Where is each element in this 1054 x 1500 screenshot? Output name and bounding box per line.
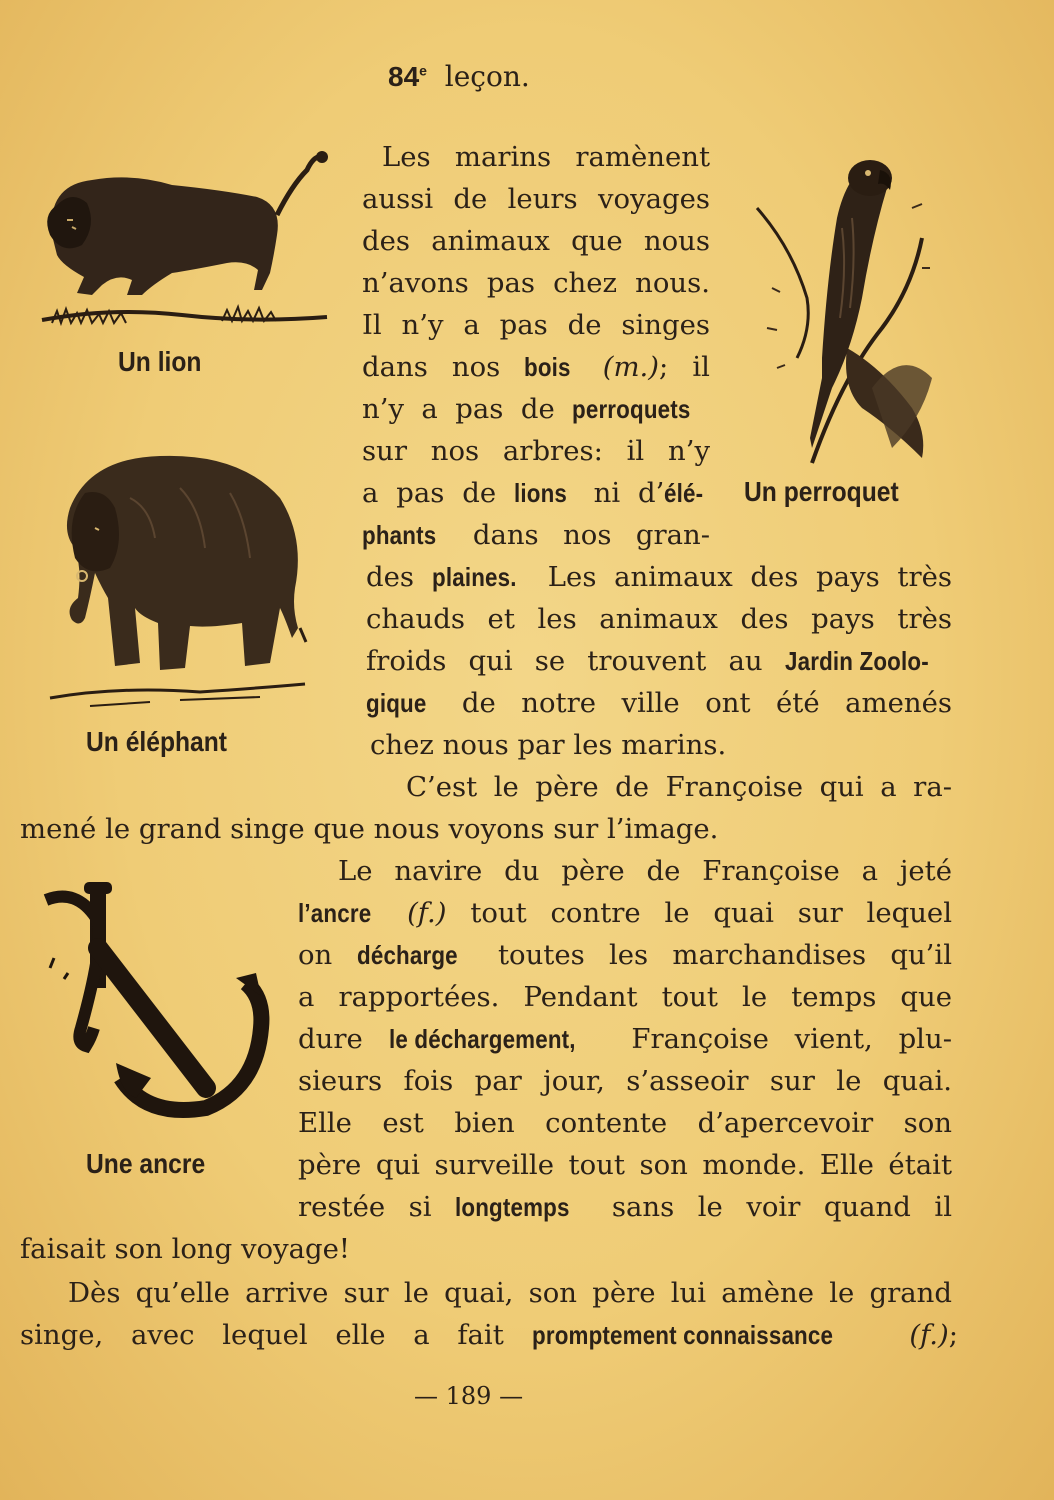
keyword-promptement-connaissance: promptement connaissance xyxy=(531,1320,833,1350)
text-line: a rapportées. Pendant tout le temps que xyxy=(298,981,952,1013)
text-line: a pas de lions ni d’élé- xyxy=(362,472,710,514)
text-line: dure le déchargement, Françoise vient, plu- xyxy=(298,1018,952,1060)
caption-lion: Un lion xyxy=(118,346,202,377)
text-line: restée si longtemps sans le voir quand il xyxy=(298,1186,952,1228)
text-line: dans nos bois (m.); il xyxy=(362,346,710,388)
text-line: aussi de leurs voyages xyxy=(362,183,710,215)
keyword-perroquets: perroquets xyxy=(572,394,691,424)
text-line: des plaines. Les animaux des pays très xyxy=(366,556,952,598)
text-line: chauds et les animaux des pays très xyxy=(366,603,952,635)
text-line: on décharge toutes les marchandises qu’il xyxy=(298,934,952,976)
keyword-gique: gique xyxy=(366,688,427,718)
caption-elephant: Un éléphant xyxy=(86,726,228,757)
keyword-plaines: plaines. xyxy=(431,562,517,592)
parrot-illustration xyxy=(752,148,942,468)
keyword-phants: phants xyxy=(362,520,437,550)
lesson-word: leçon. xyxy=(444,60,530,93)
keyword-decharge: décharge xyxy=(356,940,458,970)
keyword-dechargement: le déchargement, xyxy=(388,1024,576,1054)
lion-illustration xyxy=(22,145,332,330)
lesson-number-suffix: e xyxy=(419,62,427,79)
text-line: Il n’y a pas de singes xyxy=(362,309,710,341)
text-line: phants dans nos gran- xyxy=(362,514,710,556)
keyword-jardin-zoologique: Jardin Zoolo- xyxy=(784,646,929,676)
text-line: froids qui se trouvent au Jardin Zoolo- xyxy=(366,640,952,682)
keyword-longtemps: longtemps xyxy=(455,1192,570,1222)
lesson-title xyxy=(388,60,530,93)
caption-anchor: Une ancre xyxy=(86,1148,206,1179)
text-line: Dès qu’elle arrive sur le quai, son père lui amène le grand xyxy=(68,1277,952,1309)
text-line: sieurs fois par jour, s’asseoir sur le quai. xyxy=(298,1065,952,1097)
text-line: chez nous par les marins. xyxy=(370,729,727,761)
page-number: — 189 — xyxy=(414,1382,524,1410)
anchor-illustration xyxy=(36,878,276,1128)
text-line: Les marins ramènent xyxy=(382,141,710,173)
text-line: des animaux que nous xyxy=(362,225,710,257)
text-line: faisait son long voyage! xyxy=(20,1233,350,1265)
text-line: mené le grand singe que nous voyons sur l’image. xyxy=(20,813,719,845)
elephant-illustration xyxy=(30,448,310,713)
text-line: Elle est bien contente d’apercevoir son xyxy=(298,1107,952,1139)
text-line: singe, avec lequel elle a fait promptement connaissance (f.); xyxy=(20,1314,958,1356)
caption-parrot: Un perroquet xyxy=(744,476,899,507)
text-line: n’y a pas de perroquets xyxy=(362,388,710,430)
keyword-ancre: l’ancre xyxy=(298,898,372,928)
text-line: père qui surveille tout son monde. Elle était xyxy=(298,1149,952,1181)
text-line: Le navire du père de Françoise a jeté xyxy=(338,855,952,887)
text-line: n’avons pas chez nous. xyxy=(362,267,710,299)
lesson-number: 84 xyxy=(388,61,420,92)
text-line: gique de notre ville ont été amenés xyxy=(366,682,952,724)
text-line: sur nos arbres: il n’y xyxy=(362,435,710,467)
keyword-elephants: élé- xyxy=(664,478,704,508)
keyword-bois: bois xyxy=(524,352,572,382)
text-line: C’est le père de Françoise qui a ra- xyxy=(406,771,952,803)
keyword-lions: lions xyxy=(514,478,568,508)
text-line: l’ancre (f.) tout contre le quai sur lequel xyxy=(298,892,952,934)
